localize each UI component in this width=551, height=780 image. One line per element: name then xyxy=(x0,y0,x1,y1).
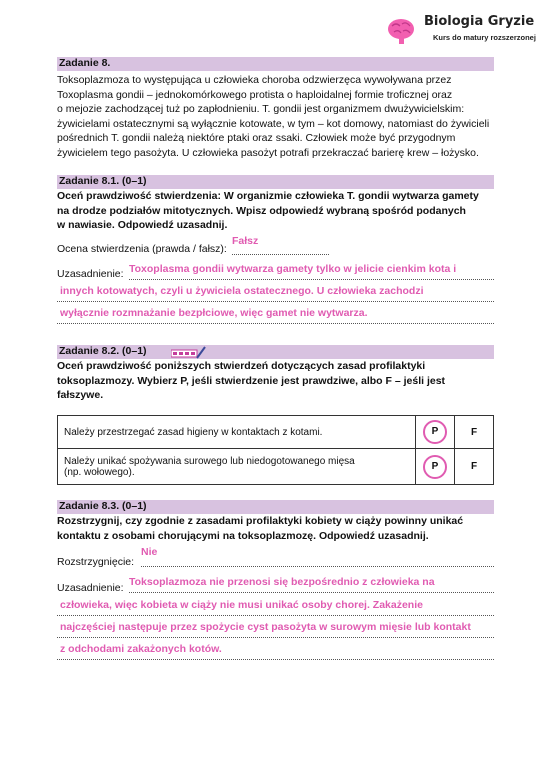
answer-line xyxy=(129,592,494,593)
decision-label: Rozstrzygnięcie: xyxy=(57,556,135,568)
p-option-selected[interactable]: P xyxy=(423,455,447,479)
intro-line: o mejozie zachodzącej tuż po zapłodnieniu. T. gondii jest organizmem dwużywicielskim: xyxy=(57,103,465,115)
task-8-label: Zadanie 8. xyxy=(59,57,111,69)
instruction-line: kontaktu z osobami chorującymi na toksoplazmozę. Odpowiedź uzasadnij. xyxy=(57,529,429,542)
table-row xyxy=(58,449,494,485)
true-false-table xyxy=(57,415,494,485)
statement-text: Należy unikać spożywania surowego lub niedogotowanego mięsa xyxy=(64,455,355,467)
intro-line: żywicielami ostatecznymi są wyłącznie kotowate, w tym – kot domowy, natomiast do żywicieli xyxy=(57,117,490,130)
answer-line xyxy=(57,659,494,660)
p-cell[interactable] xyxy=(416,449,455,485)
pencil-icon xyxy=(171,346,207,360)
task-83-instructions xyxy=(57,514,497,543)
task-82-label: Zadanie 8.2. (0–1) xyxy=(59,345,147,357)
answer-line xyxy=(141,566,494,567)
brand-subtitle: Kurs do matury rozszerzonej xyxy=(433,33,536,42)
intro-line: żywicielem tego pasożyta. U człowieka pasożyt potrafi przekraczać barierę krew – łożysko. xyxy=(57,146,479,159)
brain-icon xyxy=(386,16,416,46)
statement-text: (np. wołowego). xyxy=(64,466,135,478)
decision-answer[interactable]: Nie xyxy=(141,546,158,558)
justification-answer-line[interactable]: Toksoplazmoza nie przenosi się bezpośrednio z człowieka na xyxy=(129,576,435,588)
task-82-instructions xyxy=(57,359,497,403)
justification-answer-line[interactable]: człowieka, więc kobieta w ciąży nie musi unikać osoby chorej. Zakażenie xyxy=(60,599,423,611)
statement-cell xyxy=(58,449,416,485)
justification-answer-line[interactable]: najczęściej następuje przez spożycie cyst pasożyta w surowym mięsie lub kontakt xyxy=(60,621,471,633)
task-8-intro xyxy=(57,73,497,160)
justification-label: Uzasadnienie: xyxy=(57,582,124,594)
instruction-line: w nawiasie. Odpowiedź uzasadnij. xyxy=(57,219,228,231)
intro-line: Toksoplazmoza to występująca u człowieka choroba odzwierzęca wywoływana przez xyxy=(57,74,452,86)
f-option[interactable]: F xyxy=(470,461,478,472)
task-81-instructions xyxy=(57,189,497,233)
instruction-line: fałszywe. xyxy=(57,389,104,401)
intro-line: pośrednich T. gondii należą niektóre ptaki oraz ssaki. Człowiek może być przygodnym xyxy=(57,132,456,144)
answer-line xyxy=(57,301,494,302)
answer-line xyxy=(57,637,494,638)
instruction-line: Oceń prawdziwość stwierdzenia: W organizmie człowieka T. gondii wytwarza gamety xyxy=(57,190,479,202)
justification-answer-line[interactable]: z odchodami zakażonych kotów. xyxy=(60,643,222,655)
instruction-line: toksoplazmozy. Wybierz P, jeśli stwierdzenie jest prawdziwe, albo F – jeśli jest xyxy=(57,374,446,387)
answer-line xyxy=(232,254,329,255)
justification-label: Uzasadnienie: xyxy=(57,268,124,280)
task-83-label: Zadanie 8.3. (0–1) xyxy=(59,500,147,512)
statement-cell xyxy=(58,416,416,449)
justification-answer-line[interactable]: innych kotowatych, czyli u żywiciela ostatecznego. U człowieka zachodzi xyxy=(60,285,424,297)
p-option-selected[interactable]: P xyxy=(423,420,447,444)
f-option[interactable]: F xyxy=(470,426,478,438)
assessment-answer[interactable]: Fałsz xyxy=(232,235,259,247)
statement-text: Należy przestrzegać zasad higieny w kontaktach z kotami. xyxy=(64,426,323,438)
intro-line: Toxoplasma gondii – jednokomórkowego protista o haploidalnej formie troficznej oraz xyxy=(57,88,453,101)
p-cell[interactable] xyxy=(416,416,455,449)
answer-line xyxy=(57,615,494,616)
justification-answer-line[interactable]: Toxoplasma gondii wytwarza gamety tylko w jelicie cienkim kota i xyxy=(129,263,457,275)
instruction-line: Rozstrzygnij, czy zgodnie z zasadami profilaktyki kobiety w ciąży powinny unikać xyxy=(57,515,464,527)
answer-line xyxy=(57,323,494,324)
assessment-label: Ocena stwierdzenia (prawda / fałsz): xyxy=(57,243,227,255)
justification-answer-line[interactable]: wyłącznie rozmnażanie bezpłciowe, więc gamet nie wytwarza. xyxy=(60,307,368,319)
task-81-label: Zadanie 8.1. (0–1) xyxy=(59,175,147,187)
table-row xyxy=(58,416,494,449)
instruction-line: na drodze podziałów mitotycznych. Wpisz odpowiedź wybraną spośród podanych xyxy=(57,204,466,217)
task-header-bar xyxy=(57,57,494,71)
f-cell[interactable] xyxy=(455,416,494,449)
brand-title: Biologia Gryzie xyxy=(424,14,535,29)
answer-line xyxy=(129,279,494,280)
f-cell[interactable] xyxy=(455,449,494,485)
instruction-line: Oceń prawdziwość poniższych stwierdzeń dotyczących zasad profilaktyki xyxy=(57,360,426,372)
